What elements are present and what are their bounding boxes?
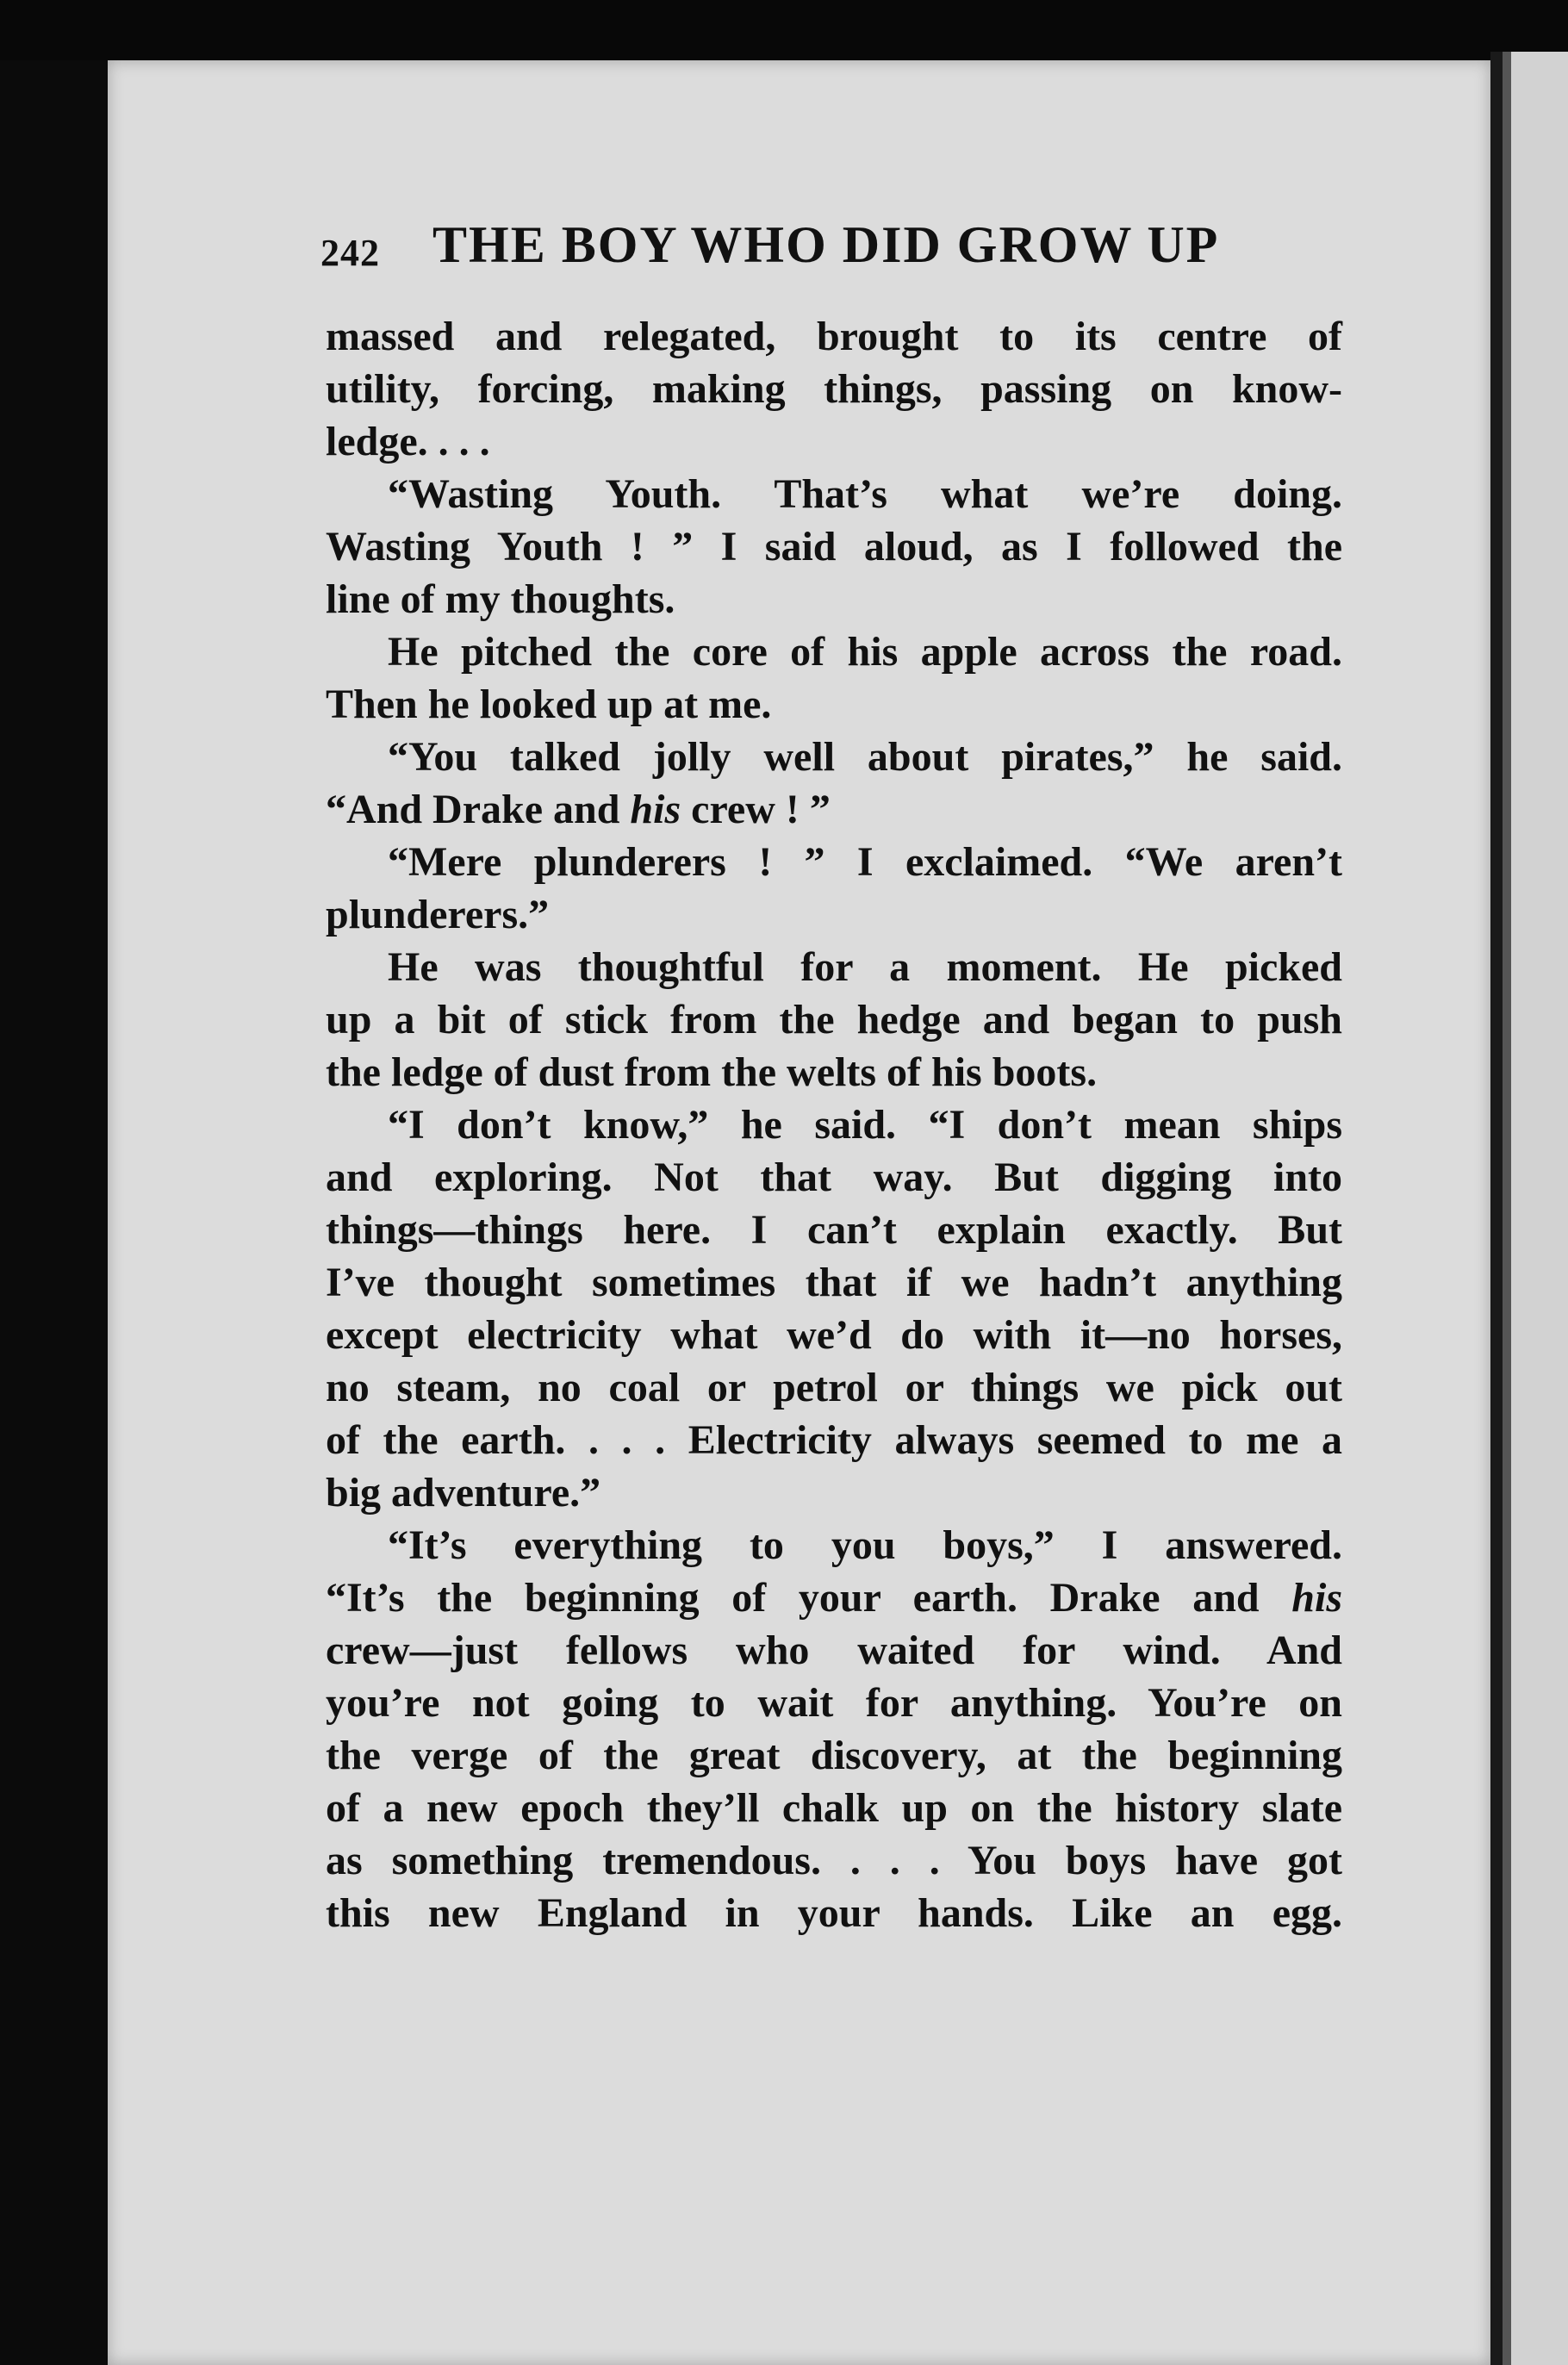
running-title: THE BOY WHO DID GROW UP [432, 216, 1220, 273]
text-line: I’ve thought sometimes that if we hadn’t anything [326, 1260, 1342, 1305]
text-line: up a bit of stick from the hedge and began to push [326, 997, 1342, 1042]
text-line: He pitched the core of his apple across the road. [388, 629, 1342, 675]
text-line: except electricity what we’d do with it—no horses, [326, 1312, 1342, 1358]
text-line: of a new epoch they’ll chalk up on the history slate [326, 1785, 1342, 1831]
text-line: Then he looked up at me. [326, 681, 772, 727]
page-number: 242 [320, 232, 380, 274]
page-gutter-shadow [1490, 52, 1503, 2365]
body-text [326, 310, 1342, 1939]
text-line: “Wasting Youth. That’s what we’re doing. [388, 471, 1342, 517]
text-line: “You talked jolly well about pirates,” he said. [388, 734, 1342, 780]
text-line: things—things here. I can’t explain exactly. But [326, 1207, 1342, 1253]
text-line: plunderers.” [326, 892, 550, 937]
text-line [326, 1571, 1342, 1624]
adjacent-page-shadow [1503, 52, 1511, 2365]
text-line: “It’s everything to you boys,” I answered. [388, 1522, 1342, 1568]
text-line: the verge of the great discovery, at the beginning [326, 1733, 1342, 1778]
text-line: this new England in your hands. Like an egg. [326, 1890, 1342, 1936]
italic-text: his [1291, 1575, 1342, 1621]
page-header [320, 215, 1354, 293]
text-segment: crew ! ” [681, 787, 831, 832]
text-line: the ledge of dust from the welts of his boots. [326, 1049, 1098, 1095]
text-line: utility, forcing, making things, passing on know- [326, 366, 1342, 412]
text-line: big adventure.” [326, 1470, 601, 1515]
scan-border [0, 0, 1568, 60]
text-line: ledge. . . . [326, 419, 490, 464]
text-segment: “And Drake and [326, 787, 631, 832]
text-line: line of my thoughts. [326, 576, 675, 622]
text-line: He was thoughtful for a moment. He picked [388, 944, 1342, 990]
text-line: massed and relegated, brought to its centre of [326, 314, 1342, 359]
text-line: crew—just fellows who waited for wind. And [326, 1627, 1342, 1673]
text-line: you’re not going to wait for anything. You’re on [326, 1680, 1342, 1726]
text-line: “Mere plunderers ! ” I exclaimed. “We aren’t [388, 839, 1342, 885]
text-line: as something tremendous. . . . You boys have got [326, 1838, 1342, 1883]
text-line: and exploring. Not that way. But digging into [326, 1154, 1342, 1200]
adjacent-page-edge [1503, 52, 1568, 2365]
text-line: no steam, no coal or petrol or things we pick out [326, 1365, 1342, 1410]
italic-text: his [630, 787, 681, 832]
text-line: “I don’t know,” he said. “I don’t mean ships [388, 1102, 1342, 1148]
text-line: Wasting Youth ! ” I said aloud, as I followed the [326, 524, 1342, 569]
text-segment: “It’s the beginning of your earth. Drake and [326, 1575, 1292, 1621]
text-line [326, 783, 1342, 836]
text-line: of the earth. . . . Electricity always seemed to me a [326, 1417, 1342, 1463]
